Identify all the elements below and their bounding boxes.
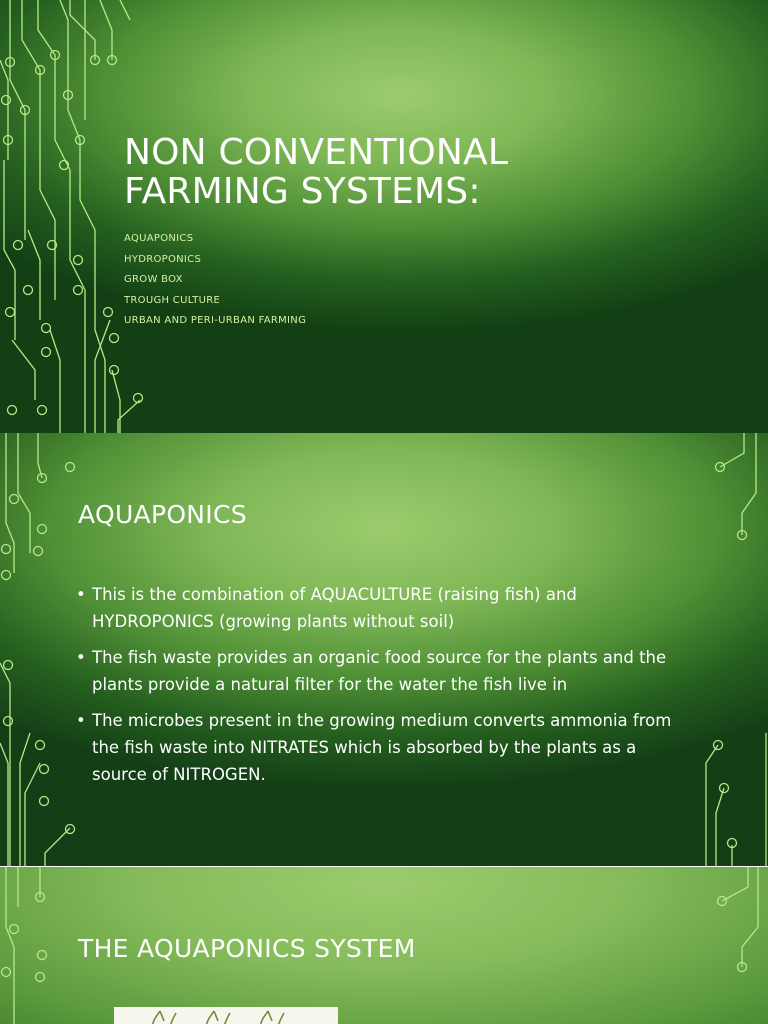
slide-heading: AQUAPONICS [78, 500, 247, 529]
plant-icon [114, 1007, 338, 1024]
title-line: NON CONVENTIONAL [124, 132, 509, 173]
bullet-item [76, 707, 696, 788]
slide-1[interactable] [0, 0, 768, 433]
circuit-decoration-left [0, 433, 80, 866]
list-item: AQUAPONICS [124, 233, 194, 244]
bullet-text: The fish waste provides an organic food source for the plants and the plants provide a natural filter for the water the fish live in [92, 648, 667, 694]
bullet-dot: • [76, 711, 86, 730]
list-item: GROW BOX [124, 274, 183, 286]
slide-2[interactable] [0, 433, 768, 866]
list-item: TROUGH CULTURE [124, 294, 221, 306]
circuit-decoration-right [698, 433, 768, 866]
bullet-text: The microbes present in the growing medium converts ammonia from the fish waste into NITRATES which is absorbed by the plants as a source of NITROGEN. [92, 711, 672, 784]
aquaponics-diagram-image [114, 1007, 338, 1024]
bullet-dot: • [76, 648, 86, 667]
bullet-item [76, 581, 696, 635]
bullet-item [76, 644, 696, 698]
circuit-decoration-right [698, 867, 768, 1024]
title-line: FARMING SYSTEMS: [124, 171, 481, 212]
slide-3[interactable] [0, 867, 768, 1024]
slide-title [124, 133, 508, 211]
list-item: URBAN AND PERI-URBAN FARMING [124, 315, 307, 327]
circuit-decoration-left [0, 867, 60, 1024]
slide-heading: THE AQUAPONICS SYSTEM [78, 934, 416, 963]
list-item: HYDROPONICS [124, 253, 202, 265]
topic-list [124, 232, 306, 335]
bullet-list [76, 581, 696, 797]
circuit-decoration-left [0, 0, 160, 433]
bullet-dot: • [76, 585, 86, 604]
bullet-text: This is the combination of AQUACULTURE (raising fish) and HYDROPONICS (growing plants without soil) [92, 585, 577, 631]
